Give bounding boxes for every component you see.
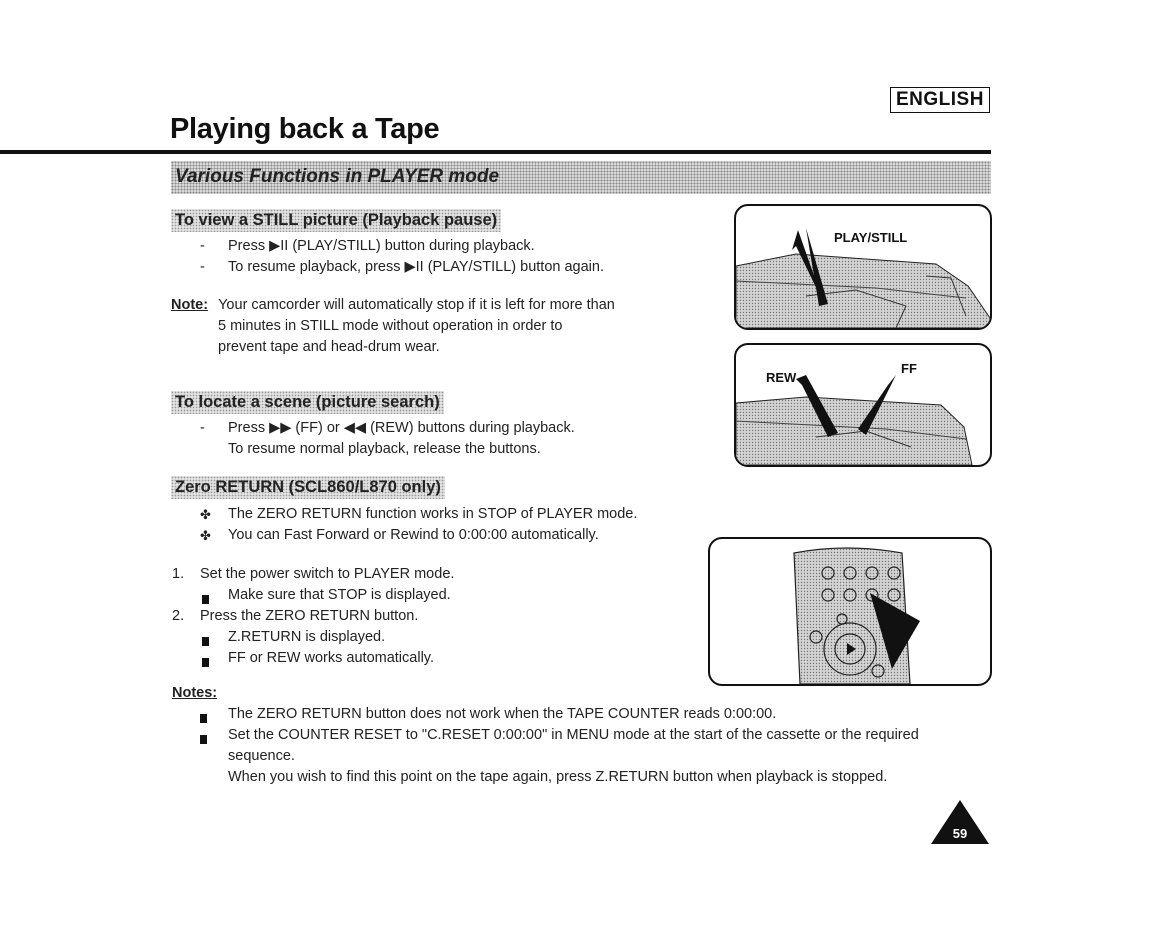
step-1-sub-1: Make sure that STOP is displayed. bbox=[228, 587, 451, 603]
note-line-2: 5 minutes in STILL mode without operation in order to bbox=[218, 318, 563, 334]
rew-label: REW bbox=[766, 370, 797, 385]
zero-steps bbox=[172, 564, 692, 669]
still-step-1: Press ▶II (PLAY/STILL) button during playback. bbox=[228, 238, 535, 254]
step-1-text: Set the power switch to PLAYER mode. bbox=[200, 566, 455, 582]
note-label: Note: bbox=[171, 297, 209, 313]
note-item-2: Set the COUNTER RESET to "C.RESET 0:00:00" in MENU mode at the start of the cassette or the required bbox=[228, 727, 919, 743]
notes-label bbox=[172, 683, 217, 704]
step-2-text: Press the ZERO RETURN button. bbox=[200, 608, 419, 624]
note-item-1: The ZERO RETURN button does not work when the TAPE COUNTER reads 0:00:00. bbox=[228, 706, 777, 722]
still-note bbox=[171, 295, 711, 358]
bullet-square-icon bbox=[202, 658, 209, 667]
figure-remote bbox=[708, 537, 992, 686]
camcorder-buttons-illustration bbox=[736, 345, 990, 465]
figure-play-still bbox=[734, 204, 992, 330]
zero-bullets bbox=[200, 504, 700, 546]
step-2-sub-1: Z.RETURN is displayed. bbox=[228, 629, 386, 645]
search-heading: To locate a scene (picture search) bbox=[171, 391, 444, 414]
remote-control-illustration bbox=[710, 539, 990, 684]
note-line-3: prevent tape and head-drum wear. bbox=[218, 339, 440, 355]
step-2-sub-2: FF or REW works automatically. bbox=[228, 650, 434, 666]
search-step-1: Press ▶▶ (FF) or ◀◀ (REW) buttons during playback. bbox=[228, 420, 575, 436]
ff-label: FF bbox=[901, 361, 917, 376]
still-steps: - Press ▶II (PLAY/STILL) button during playback. - To resume playback, press ▶II (PLAY/STILL) button again. bbox=[200, 238, 604, 275]
clover-icon: ✤ bbox=[200, 507, 211, 522]
page-number: 59 bbox=[952, 826, 968, 841]
page-number-badge bbox=[931, 800, 989, 844]
zero-bullet-2: You can Fast Forward or Rewind to 0:00:00 automatically. bbox=[228, 527, 599, 543]
step-number: 1. bbox=[172, 566, 185, 582]
page-title: Playing back a Tape bbox=[170, 113, 440, 145]
play-still-label: PLAY/STILL bbox=[834, 230, 908, 245]
note-line-1: Your camcorder will automatically stop if it is left for more than bbox=[218, 297, 615, 313]
still-step-2: To resume playback, press ▶II (PLAY/STILL) button again. bbox=[228, 259, 604, 275]
clover-icon: ✤ bbox=[200, 528, 211, 543]
step-number: 2. bbox=[172, 608, 185, 624]
still-heading: To view a STILL picture (Playback pause) bbox=[171, 209, 501, 232]
bullet-square-icon bbox=[200, 714, 207, 723]
bullet-square-icon bbox=[202, 637, 209, 646]
zero-bullet-1: The ZERO RETURN function works in STOP of PLAYER mode. bbox=[228, 506, 638, 522]
section-title: Various Functions in PLAYER mode bbox=[175, 166, 500, 187]
search-step-2: To resume normal playback, release the buttons. bbox=[228, 441, 541, 457]
zero-heading: Zero RETURN (SCL860/L870 only) bbox=[171, 476, 445, 499]
title-rule bbox=[0, 150, 991, 154]
search-steps: - Press ▶▶ (FF) or ◀◀ (REW) buttons during playback. To resume normal playback, release the buttons. bbox=[200, 418, 700, 460]
notes-list bbox=[200, 704, 990, 788]
notes-label-text: Notes: bbox=[172, 685, 218, 701]
figure-rew-ff bbox=[734, 343, 992, 467]
camcorder-top-illustration bbox=[736, 206, 990, 328]
bullet-square-icon bbox=[202, 595, 209, 604]
language-label: ENGLISH bbox=[890, 87, 990, 113]
note-item-3: When you wish to find this point on the tape again, press Z.RETURN button when playback is stopped. bbox=[228, 769, 888, 785]
note-item-2-cont: sequence. bbox=[228, 748, 295, 764]
bullet-square-icon bbox=[200, 735, 207, 744]
